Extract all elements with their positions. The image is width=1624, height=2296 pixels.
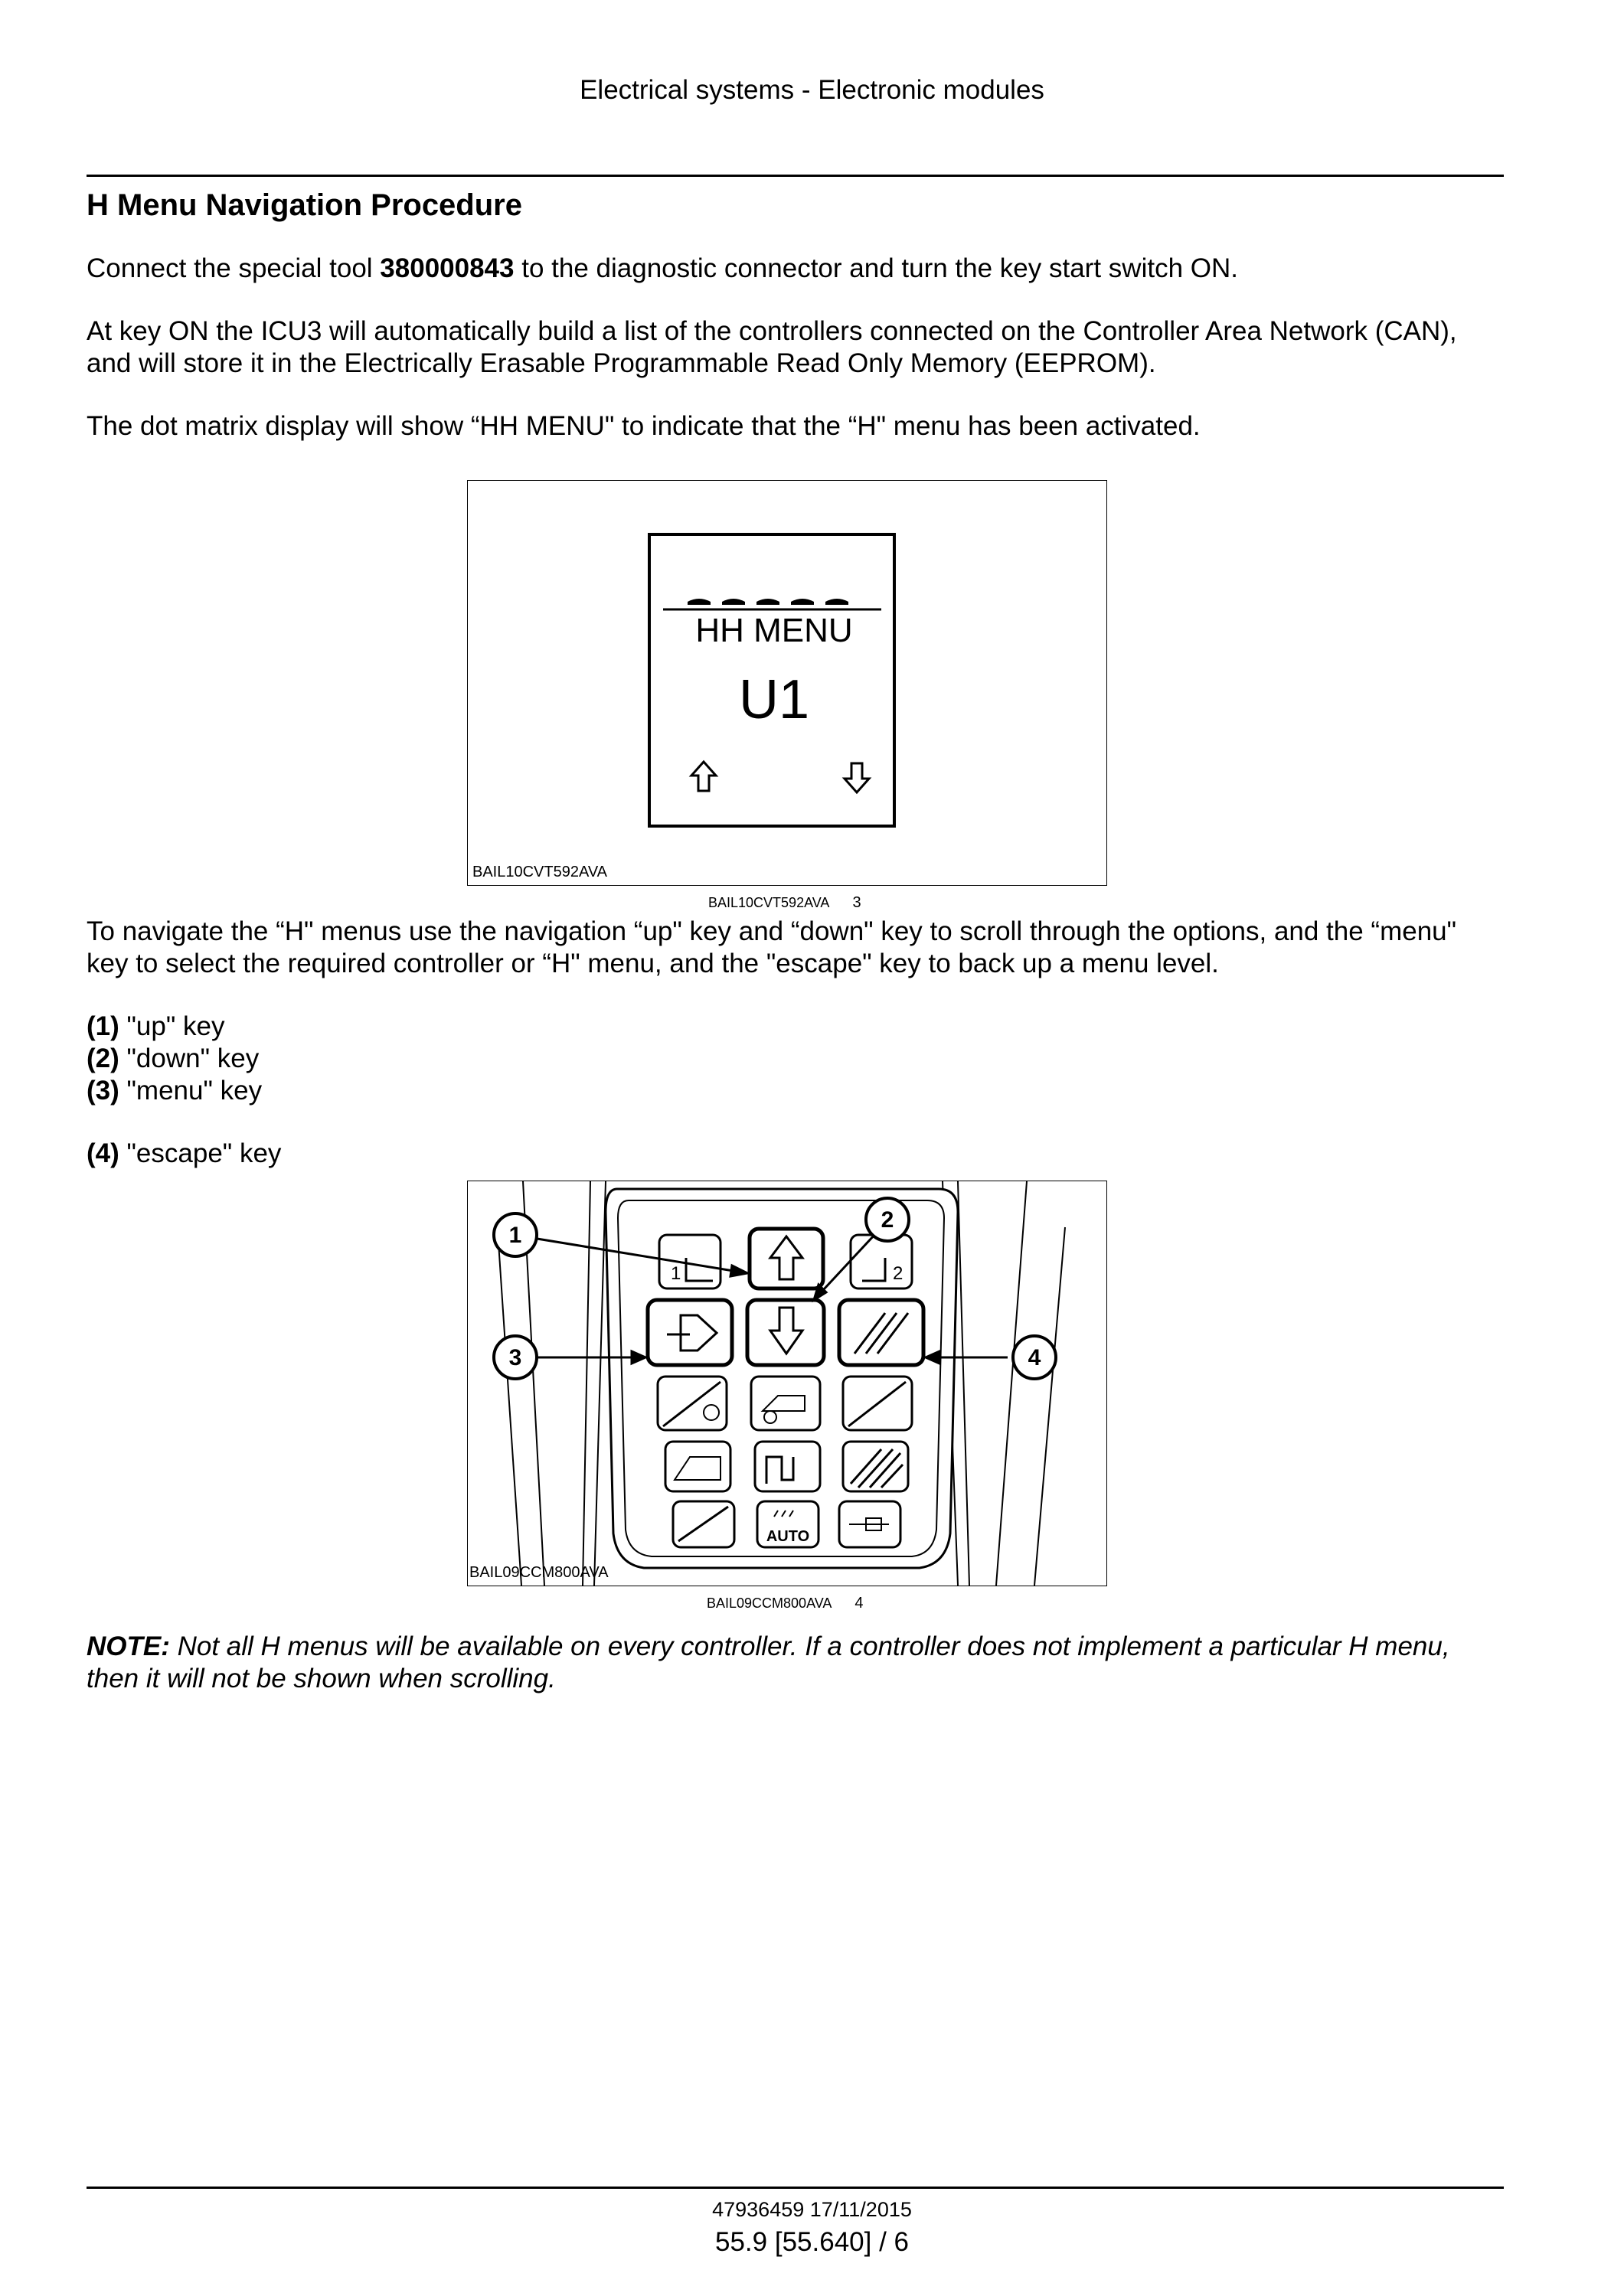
paragraph-navigation: To navigate the “H" menus use the navigation “up" key and “down" key to scroll through the options, and the “menu" key to select the required controller or “H" menu, and the "escape" key to back up a menu level. [87,916,1457,978]
figure-image-code: BAIL09CCM800AVA [469,1564,609,1581]
figure-caption [708,894,861,912]
footer-page-number: 55.9 [55.640] / 6 [715,2227,909,2257]
note-text: Not all H menus will be available on every controller. If a controller does not implement a particular H menu, then it will not be shown when scrolling. [87,1631,1450,1693]
footer-doc-number: 47936459 17/11/2015 [712,2198,912,2221]
key-down [747,1300,824,1365]
section-title: H Menu Navigation Procedure [87,188,522,222]
function-key-6 [843,1442,908,1491]
key-auto-label: AUTO [766,1528,810,1545]
callout-2-label: 2 [881,1207,894,1233]
callout-1-label: 1 [508,1223,522,1248]
caption-code: BAIL10CVT592AVA [708,895,830,910]
legend-item-menu: (3) "menu" key [87,1076,263,1106]
paragraph-special-tool [87,253,1504,285]
running-header: Electrical systems - Electronic modules [580,75,1044,105]
figure-display [467,480,1107,886]
figure-image-code: BAIL10CVT592AVA [472,864,608,880]
caption-code: BAIL09CCM800AVA [707,1595,832,1611]
note-label: NOTE: [87,1631,170,1661]
paragraph-key-on: At key ON the ICU3 will automatically build a list of the controllers connected on the Controller Area Network (CAN), and will store it in the Electrically Erasable Programmable Read Only Memory (EEPROM). [87,316,1457,378]
keypad-illustration [468,1181,1106,1586]
display-illustration [468,481,1106,885]
display-line2-text: U1 [738,669,810,730]
key-menu [648,1300,732,1365]
callout-4-label: 4 [1028,1345,1041,1370]
function-key-2 [751,1377,820,1430]
key-1-label: 1 [671,1263,681,1284]
paragraph-dot-matrix: The dot matrix display will show “HH MENU" to indicate that the “H" menu has been activated. [87,411,1201,441]
caption-number: 3 [852,894,861,911]
caption-number: 4 [854,1595,864,1612]
note [87,1631,1504,1695]
up-arrow-icon [691,762,716,791]
header-rule [87,175,1504,177]
callout-3 [494,1336,537,1379]
legend-item-down: (2) "down" key [87,1043,260,1073]
dot-matrix-dashes [688,599,848,605]
legend-item-up: (1) "up" key [87,1011,225,1041]
display-line1-text: HH MENU [695,612,853,649]
down-arrow-icon [845,763,869,792]
callout-4 [1013,1336,1056,1379]
function-key-5 [755,1442,820,1491]
callout-2 [866,1198,909,1241]
legend-item-escape: (4) "escape" key [87,1138,282,1168]
key-2-label: 2 [893,1263,903,1284]
figure-keypad [467,1181,1107,1586]
callout-3-label: 3 [508,1345,522,1370]
figure-caption [707,1595,864,1612]
footer-rule [87,2187,1504,2189]
callout-1 [494,1213,537,1256]
paragraph-text: Connect the special tool [87,253,381,283]
tool-number: 380000843 [380,253,515,283]
paragraph-text: to the diagnostic connector and turn the key start switch ON. [514,253,1238,283]
